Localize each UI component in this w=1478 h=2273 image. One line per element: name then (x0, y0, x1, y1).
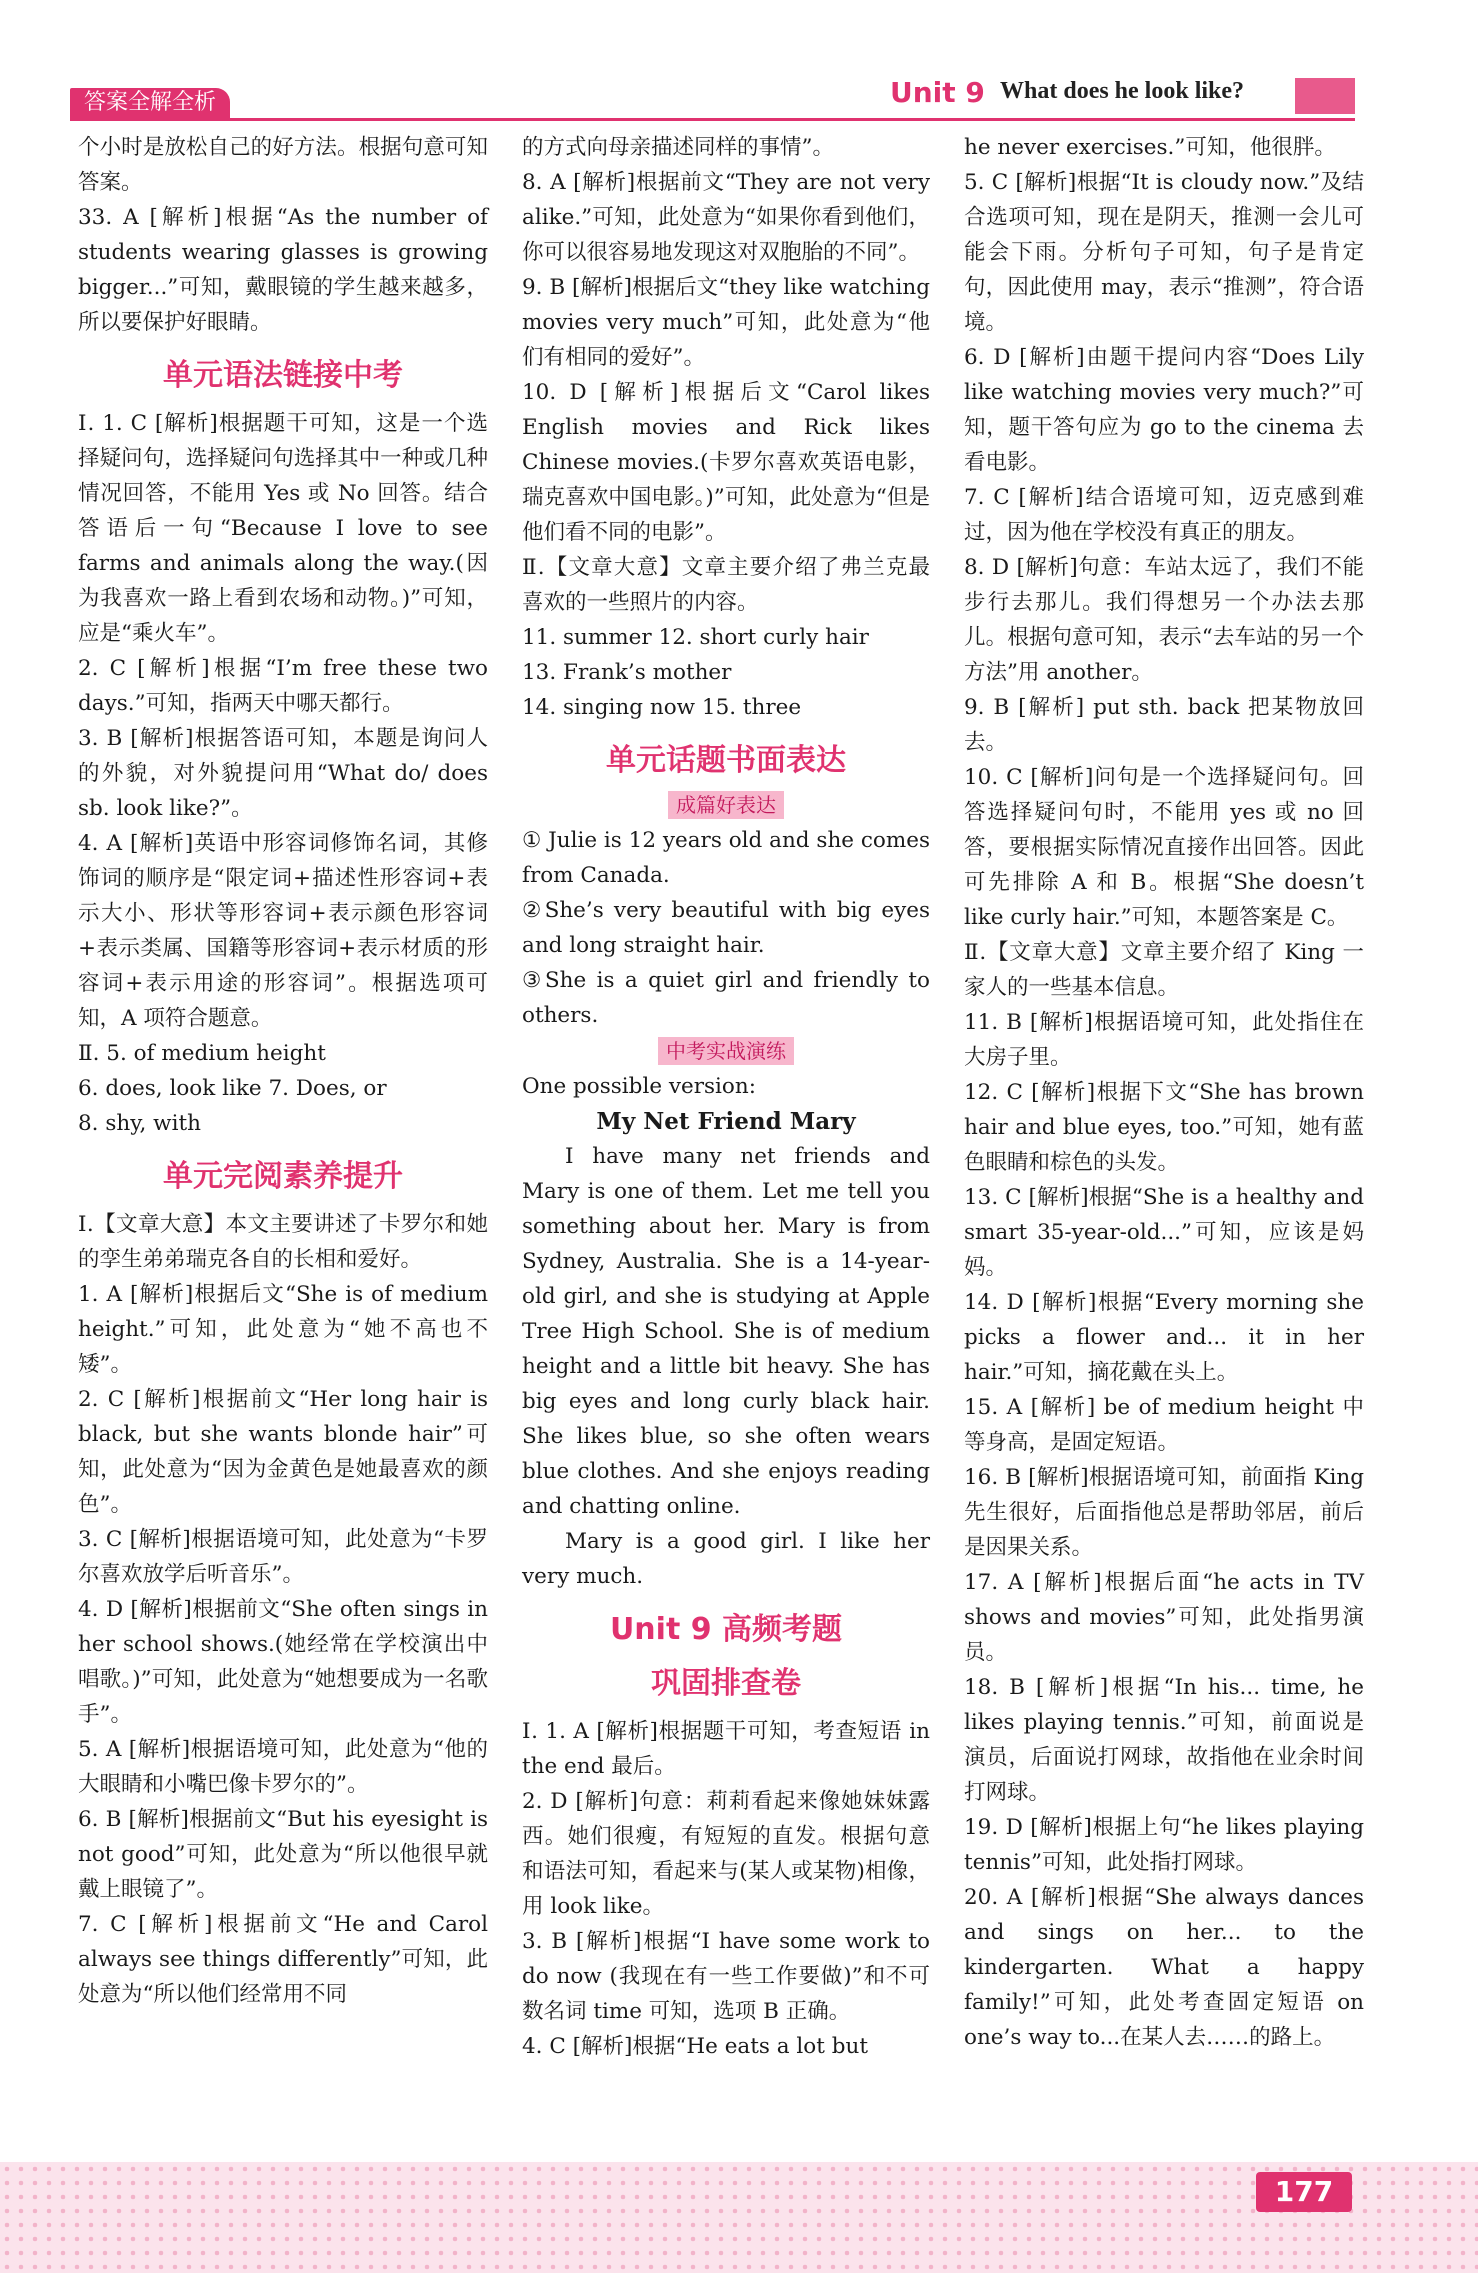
section-heading: 巩固排查卷 (651, 1666, 801, 1701)
answer-paragraph: Ⅰ.【文章大意】本文主要讲述了卡罗尔和她的孪生弟弟瑞克各自的长相和爱好。 (78, 1212, 488, 1272)
section-heading: Unit 9 高频考题 (609, 1612, 843, 1647)
answer-paragraph: 19. D [解析]根据上句“he likes playing tennis”可知，此处指打网球。 (964, 1815, 1364, 1875)
answer-paragraph: One possible version: (522, 1074, 756, 1099)
answer-paragraph: 14. D [解析]根据“Every morning she picks a flower and... it in her hair.”可知，摘花戴在头上。 (964, 1290, 1364, 1385)
header-unit: Unit 9 (890, 76, 985, 109)
subsection-label: 成篇好表达 (668, 791, 784, 819)
answer-paragraph: 6. B [解析]根据前文“But his eyesight is not good”可知，此处意为“所以他很早就戴上眼镜了”。 (78, 1807, 488, 1902)
header-accent-bar (1295, 78, 1355, 114)
answer-paragraph: Ⅱ. 5. of medium height (78, 1041, 326, 1066)
answer-paragraph: Ⅰ. 1. C [解析]根据题干可知，这是一个选择疑问句，选择疑问句选择其中一种或几种情况回答，不能用 Yes 或 No 回答。结合答语后一句“Because I love to see farms and animals along the way.(因为我喜欢一路上看到农场和动物。)”可知，应是“乘火车”。 (78, 411, 488, 646)
answer-paragraph: 9. B [解析] put sth. back 把某物放回去。 (964, 695, 1364, 755)
answer-paragraph: 个小时是放松自己的好方法。根据句意可知答案。 (78, 135, 488, 195)
answer-paragraph: 的方式向母亲描述同样的事情”。 (522, 135, 834, 160)
section-heading: 单元话题书面表达 (606, 743, 846, 778)
answer-paragraph: 8. A [解析]根据前文“They are not very alike.”可知，此处意为“如果你看到他们，你可以很容易地发现这对双胞胎的不同”。 (522, 170, 930, 265)
answer-paragraph: 20. A [解析]根据“She always dances and sings on her... to the kindergarten. What a happy family!”可知，此处考查固定短语 on one’s way to...在某人去……的路上。 (964, 1885, 1364, 2050)
answer-paragraph: 6. D [解析]由题干提问内容“Does Lily like watching movies very much?”可知，题干答句应为 go to the cinema 去看电影。 (964, 345, 1364, 475)
answer-paragraph: 3. C [解析]根据语境可知，此处意为“卡罗尔喜欢放学后听音乐”。 (78, 1527, 488, 1587)
answer-paragraph: 10. C [解析]问句是一个选择疑问句。回答选择疑问句时，不能用 yes 或 no 回答，要根据实际情况直接作出回答。因此可先排除 A 和 B。根据“She doesn’t like curly hair.”可知，本题答案是 C。 (964, 765, 1364, 930)
answer-paragraph: 3. B [解析]根据“I have some work to do now (我现在有一些工作要做)”和不可数名词 time 可知，选项 B 正确。 (522, 1929, 930, 2024)
page-number: 177 (1256, 2172, 1352, 2212)
answer-paragraph: 7. C [解析]结合语境可知，迈克感到难过，因为他在学校没有真正的朋友。 (964, 485, 1364, 545)
answer-paragraph: 2. D [解析]句意：莉莉看起来像她妹妹露西。她们很瘦，有短短的直发。根据句意和语法可知，看起来与(某人或某物)相像，用 look like。 (522, 1789, 930, 1919)
answer-paragraph: 5. A [解析]根据语境可知，此处意为“他的大眼睛和小嘴巴像卡罗尔的”。 (78, 1737, 488, 1797)
answer-paragraph: 12. C [解析]根据下文“She has brown hair and blue eyes, too.”可知，她有蓝色眼睛和棕色的头发。 (964, 1080, 1364, 1175)
answer-paragraph: 33. A [解析]根据“As the number of students wearing glasses is growing bigger...”可知，戴眼镜的学生越来越多，所以要保护好眼睛。 (78, 205, 488, 335)
subsection-label: 中考实战演练 (658, 1037, 794, 1065)
answer-paragraph: 16. B [解析]根据语境可知，前面指 King 先生很好，后面指他总是帮助邻居，前后是因果关系。 (964, 1465, 1364, 1560)
essay-paragraph: I have many net friends and Mary is one of them. Let me tell you something about her. Mary is from Sydney, Australia. She is a 14-year-old girl, and she is studying at Apple Tree High School. She is of medium height and a little bit heavy. She has big eyes and long curly black hair. She likes blue, so she often wears blue clothes. And she enjoys reading and chatting online. (522, 1144, 930, 1519)
answer-paragraph: ③She is a quiet girl and friendly to others. (522, 968, 930, 1028)
answer-paragraph: 9. B [解析]根据后文“they like watching movies very much”可知，此处意为“他们有相同的爱好”。 (522, 275, 930, 370)
essay-paragraph: Mary is a good girl. I like her very much. (522, 1529, 930, 1589)
answer-paragraph: 2. C [解析]根据前文“Her long hair is black, but she wants blonde hair”可知，此处意为“因为金黄色是她最喜欢的颜色”。 (78, 1387, 488, 1517)
answer-paragraph: he never exercises.”可知，他很胖。 (964, 135, 1336, 160)
answer-paragraph: 13. Frank’s mother (522, 660, 732, 685)
answer-paragraph: 4. A [解析]英语中形容词修饰名词，其修饰词的顺序是“限定词+描述性形容词+表示大小、形状等形容词+表示颜色形容词+表示类属、国籍等形容词+表示材质的形容词+表示用途的形容词”。根据选项可知，A 项符合题意。 (78, 831, 488, 1031)
answer-paragraph: 6. does, look like 7. Does, or (78, 1076, 387, 1101)
answer-paragraph: 15. A [解析] be of medium height 中等身高，是固定短语。 (964, 1395, 1364, 1455)
answer-paragraph: 14. singing now 15. three (522, 695, 802, 720)
answer-paragraph: Ⅱ.【文章大意】文章主要介绍了 King 一家人的一些基本信息。 (964, 940, 1364, 1000)
answer-column-1 (78, 130, 488, 2012)
answer-paragraph: 17. A [解析]根据后面“he acts in TV shows and movies”可知，此处指男演员。 (964, 1570, 1364, 1665)
answer-column-3 (964, 130, 1364, 2055)
answer-paragraph: 8. D [解析]句意：车站太远了，我们不能步行去那儿。我们得想另一个办法去那儿。根据句意可知，表示“去车站的另一个方法”用 another。 (964, 555, 1364, 685)
answer-paragraph: 11. summer 12. short curly hair (522, 625, 869, 650)
answer-paragraph: 11. B [解析]根据语境可知，此处指住在大房子里。 (964, 1010, 1364, 1070)
section-heading: 单元完阅素养提升 (163, 1159, 403, 1194)
essay-title: My Net Friend Mary (596, 1108, 856, 1135)
answer-paragraph: ②She’s very beautiful with big eyes and long straight hair. (522, 898, 930, 958)
answer-paragraph: 7. C [解析]根据前文“He and Carol always see things differently”可知，此处意为“所以他们经常用不同 (78, 1912, 488, 2007)
answer-paragraph: 4. D [解析]根据前文“She often sings in her school shows.(她经常在学校演出中唱歌。)”可知，此处意为“她想要成为一名歌手”。 (78, 1597, 488, 1727)
header-tab: 答案全解全析 (70, 88, 230, 118)
answer-paragraph: 13. C [解析]根据“She is a healthy and smart 35-year-old...”可知，应该是妈妈。 (964, 1185, 1364, 1280)
answer-paragraph: 18. B [解析]根据“In his... time, he likes playing tennis.”可知，前面说是演员，后面说打网球，故指他在业余时间打网球。 (964, 1675, 1364, 1805)
answer-paragraph: 10. D [解析]根据后文“Carol likes English movies and Rick likes Chinese movies.(卡罗尔喜欢英语电影，瑞克喜欢中国电影。)”可知，此处意为“但是他们看不同的电影”。 (522, 380, 930, 545)
answer-paragraph: 3. B [解析]根据答语可知，本题是询问人的外貌，对外貌提问用“What do/ does sb. look like?”。 (78, 726, 488, 821)
answer-paragraph: Ⅰ. 1. A [解析]根据题干可知，考查短语 in the end 最后。 (522, 1719, 930, 1779)
answer-paragraph: 8. shy, with (78, 1111, 201, 1136)
header-rule (70, 118, 1355, 121)
header-title: What does he look like? (1000, 78, 1245, 104)
answer-paragraph: 2. C [解析]根据“I’m free these two days.”可知，指两天中哪天都行。 (78, 656, 488, 716)
answer-column-2 (522, 130, 930, 2064)
answer-paragraph: ① Julie is 12 years old and she comes from Canada. (522, 828, 930, 888)
section-heading: 单元语法链接中考 (163, 358, 403, 393)
page-header (0, 0, 1478, 125)
answer-paragraph: Ⅱ.【文章大意】文章主要介绍了弗兰克最喜欢的一些照片的内容。 (522, 555, 930, 615)
answer-paragraph: 5. C [解析]根据“It is cloudy now.”及结合选项可知，现在是阴天，推测一会儿可能会下雨。分析句子可知，句子是肯定句，因此使用 may，表示“推测”，符合语境。 (964, 170, 1364, 335)
answer-paragraph: 4. C [解析]根据“He eats a lot but (522, 2034, 868, 2059)
answer-paragraph: 1. A [解析]根据后文“She is of medium height.”可知，此处意为“她不高也不矮”。 (78, 1282, 488, 1377)
